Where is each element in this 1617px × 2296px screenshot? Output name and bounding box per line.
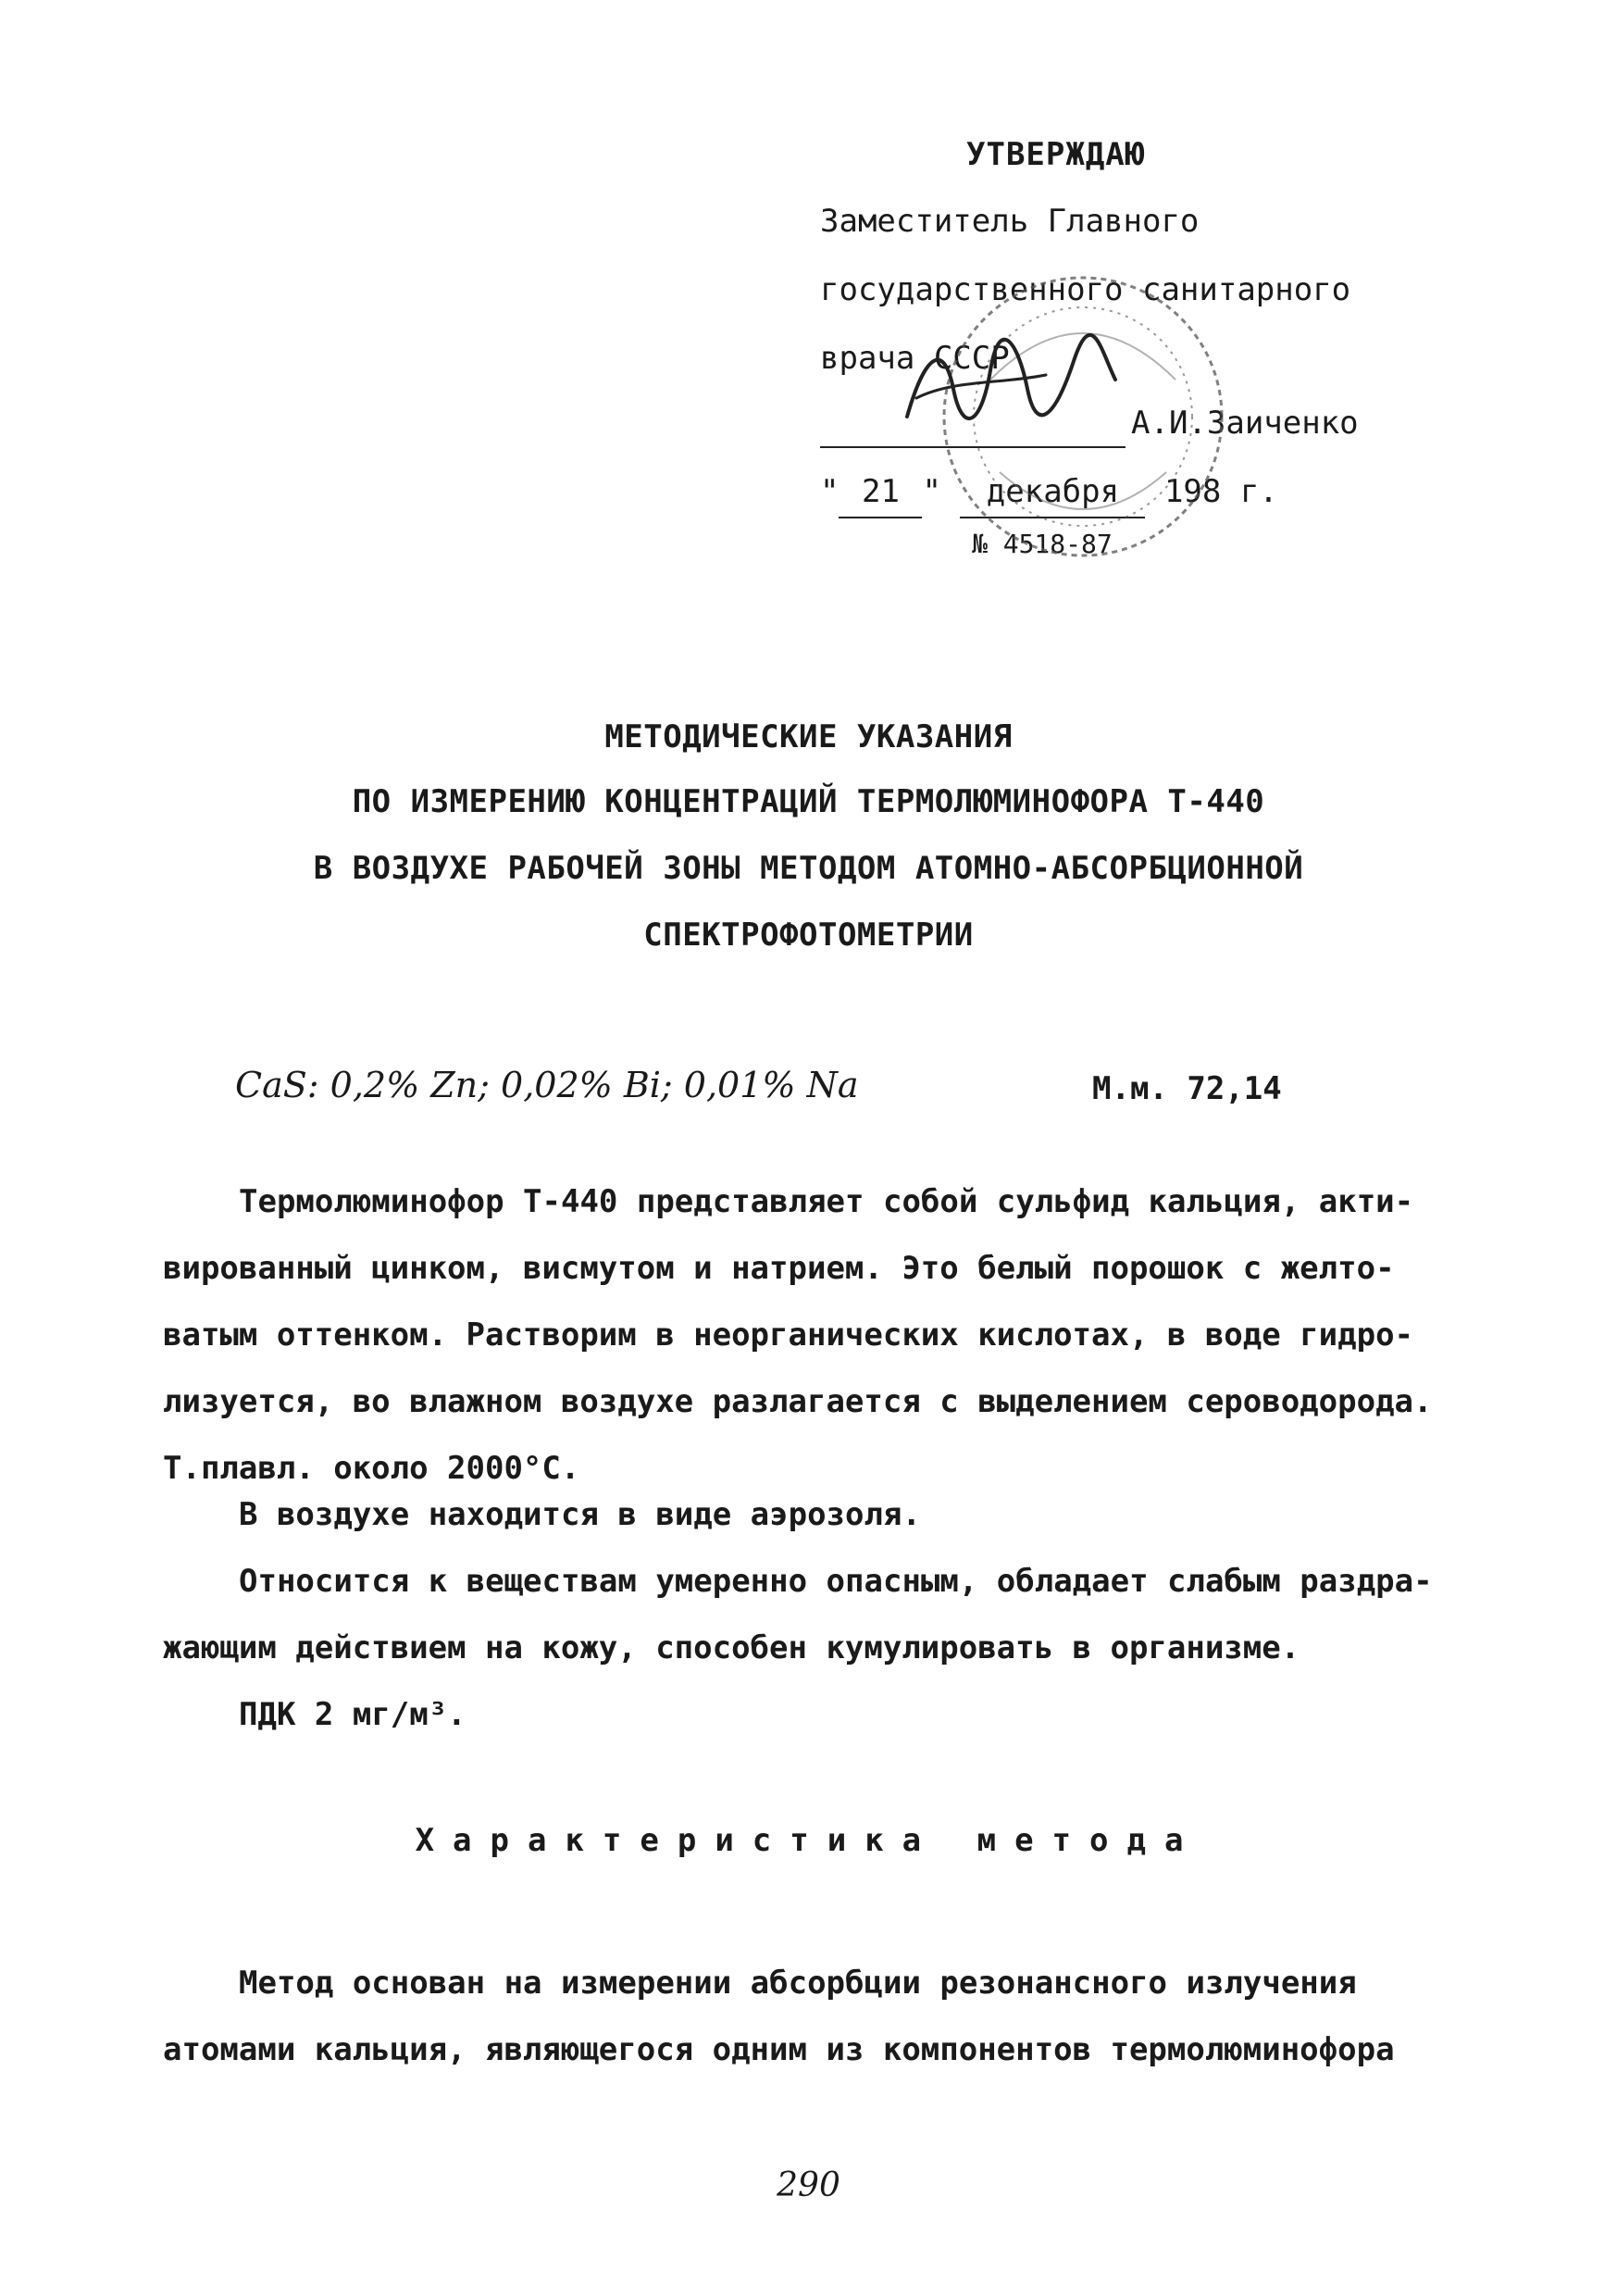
paragraph-line: ватым оттенком. Растворим в неорганических кислотах, в воде гидро- <box>163 1316 1414 1354</box>
approval-position-line-3: врача СССР <box>820 340 1010 377</box>
paragraph-line: вированный цинком, висмутом и натрием. Это белый порошок с желто- <box>163 1250 1395 1287</box>
approval-heading: УТВЕРЖДАЮ <box>966 136 1146 173</box>
paragraph-method-line-2: атомами кальция, являющегося одним из компонентов термолюминофора <box>163 2031 1395 2068</box>
paragraph-hazard-line-2: жающим действием на кожу, способен кумулировать в организме. <box>163 1629 1300 1666</box>
date-quote-open: " <box>820 473 840 510</box>
paragraph-description <box>163 1168 1505 1502</box>
approver-name: А.И.Заиченко <box>1131 405 1359 442</box>
document-title-line-4: СПЕКТРОФОТОМЕТРИИ <box>643 917 974 954</box>
paragraph-hazard-line-1: Относится к веществам умеренно опасным, обладает слабым раздра- <box>239 1563 1433 1600</box>
date-month: декабря <box>960 467 1145 518</box>
approval-position-line-1: Заместитель Главного <box>820 203 1200 240</box>
paragraph-aerosol: В воздухе находится в виде аэрозоля. <box>239 1496 921 1533</box>
document-title-line-1: МЕТОДИЧЕСКИЕ УКАЗАНИЯ <box>604 718 1013 755</box>
date-quote-close: " <box>922 473 941 510</box>
paragraph-line: лизуется, во влажном воздухе разлагается с выделением сероводорода. <box>163 1383 1433 1420</box>
chemical-formula: CaS: 0,2% Zn; 0,02% Bi; 0,01% Na <box>235 1065 859 1105</box>
paragraph-line: Термолюминофор Т-440 представляет собой сульфид кальция, акти- <box>239 1183 1414 1220</box>
handwritten-signature-icon <box>889 333 1129 435</box>
paragraph-method-line-1: Метод основан на измерении абсорбции резонансного излучения <box>239 1965 1357 2002</box>
section-heading: Характеристика метода <box>415 1822 1202 1859</box>
registration-value: 4518-87 <box>1002 529 1113 559</box>
paragraph-mac-limit: ПДК 2 мг/м³. <box>239 1696 466 1733</box>
document-title-line-3: В ВОЗДУХЕ РАБОЧЕЙ ЗОНЫ МЕТОДОМ АТОМНО-АБСОРБЦИОННОЙ <box>313 850 1304 887</box>
page-number: 290 <box>777 2166 840 2204</box>
molar-mass: М.м. 72,14 <box>1092 1070 1282 1107</box>
registration-label: № <box>972 529 988 559</box>
date-year: 198 г. <box>1163 473 1278 510</box>
approval-position-line-2: государственного санитарного <box>820 271 1351 308</box>
document-title-line-2: ПО ИЗМЕРЕНИЮ КОНЦЕНТРАЦИЙ ТЕРМОЛЮМИНОФОРА Т-440 <box>352 783 1265 820</box>
date-day: 21 <box>839 467 922 518</box>
paragraph-line: Т.плавл. около 2000°С. <box>163 1450 580 1487</box>
